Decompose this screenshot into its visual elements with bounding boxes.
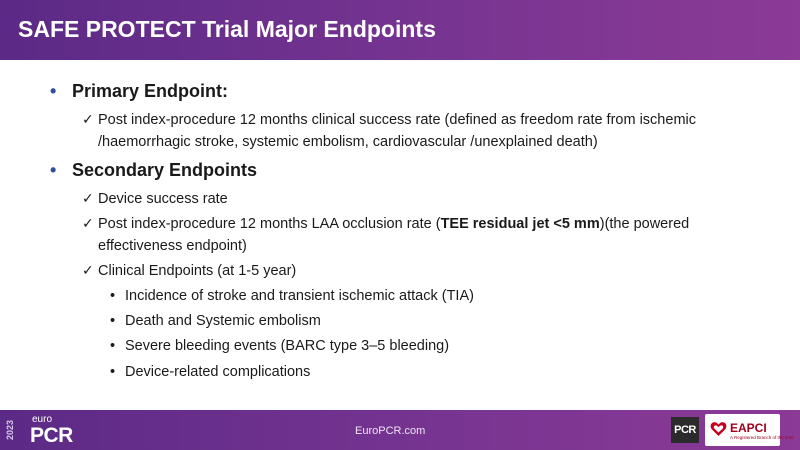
bullet-icon: • [50, 160, 57, 180]
bullet-icon: • [50, 81, 57, 101]
secondary-item-text [98, 213, 768, 257]
heart-icon [710, 421, 727, 437]
laa-text-post: )(the powered effectiveness endpoint) [98, 216, 690, 254]
laa-text-bold: TEE residual jet <5 mm [440, 216, 600, 232]
primary-item-text: Post index-procedure 12 months clinical success rate (defined as freedom rate from ischemic /haemorrhagic stroke, systemic embolism, cardiovascular /unexplained death) [98, 112, 696, 150]
bullet-icon: • [110, 364, 116, 380]
footer-website: EuroPCR.com [355, 425, 426, 437]
slide-content [0, 60, 800, 410]
slide-header [0, 0, 800, 60]
secondary-item-text: Device success rate [98, 191, 228, 207]
eapci-logo [705, 414, 795, 446]
eapci-text: EAPCI [730, 421, 767, 435]
check-icon: ✓ [82, 216, 94, 232]
laa-text-pre: Post index-procedure 12 months LAA occlusion rate ( [98, 216, 441, 232]
pcr-badge: PCR [671, 417, 699, 443]
secondary-item-text: Clinical Endpoints (at 1-5 year) [98, 263, 297, 279]
bullet-icon: • [110, 338, 116, 354]
footer-year: 2023 [5, 419, 15, 440]
slide-title: SAFE PROTECT Trial Major Endpoints [18, 16, 436, 42]
sub-item-text: Death and Systemic embolism [125, 313, 321, 329]
slide-footer [0, 410, 800, 450]
check-icon: ✓ [82, 263, 94, 279]
check-icon: ✓ [82, 191, 94, 207]
sub-item-text: Severe bleeding events (BARC type 3–5 bleeding) [125, 338, 450, 354]
bullet-icon: • [110, 288, 116, 304]
eapci-subtext: A Registered Branch of the ESC [730, 435, 795, 440]
secondary-heading: Secondary Endpoints [72, 160, 258, 180]
logo-euro-text: euro [32, 414, 53, 425]
logo-pcr-text: PCR [30, 424, 73, 447]
check-icon: ✓ [82, 112, 94, 128]
primary-heading: Primary Endpoint: [72, 81, 229, 101]
sub-item-text: Device-related complications [125, 364, 311, 380]
bullet-icon: • [110, 313, 116, 329]
sub-item-text: Incidence of stroke and transient ischemic attack (TIA) [125, 288, 474, 304]
